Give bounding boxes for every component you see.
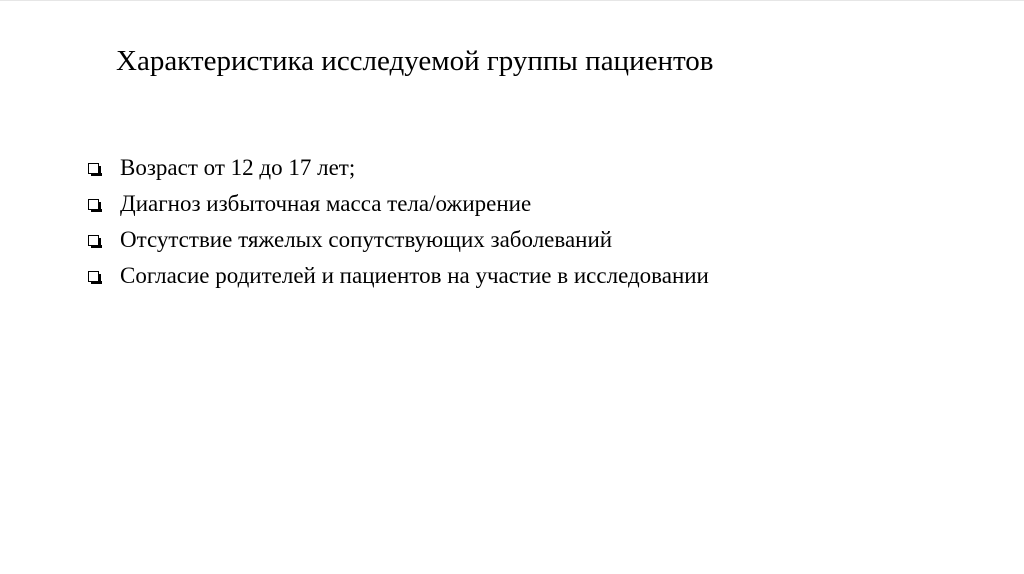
checkbox-bullet-icon <box>88 163 99 174</box>
bullet-item <box>88 222 709 258</box>
bullet-list <box>88 150 709 294</box>
bullet-item <box>88 186 709 222</box>
bullet-text: Отсутствие тяжелых сопутствующих заболеваний <box>120 227 613 252</box>
slide-title: Характеристика исследуемой группы пациентов <box>116 45 714 77</box>
bullet-item <box>88 150 709 186</box>
checkbox-bullet-icon <box>88 199 99 210</box>
bullet-text: Согласие родителей и пациентов на участие в исследовании <box>120 263 709 288</box>
bullet-text: Возраст от 12 до 17 лет; <box>120 155 356 180</box>
checkbox-bullet-icon <box>88 235 99 246</box>
bullet-text: Диагноз избыточная масса тела/ожирение <box>120 191 532 216</box>
bullet-item <box>88 258 709 294</box>
slide-top-border <box>0 0 1024 1</box>
checkbox-bullet-icon <box>88 271 99 282</box>
